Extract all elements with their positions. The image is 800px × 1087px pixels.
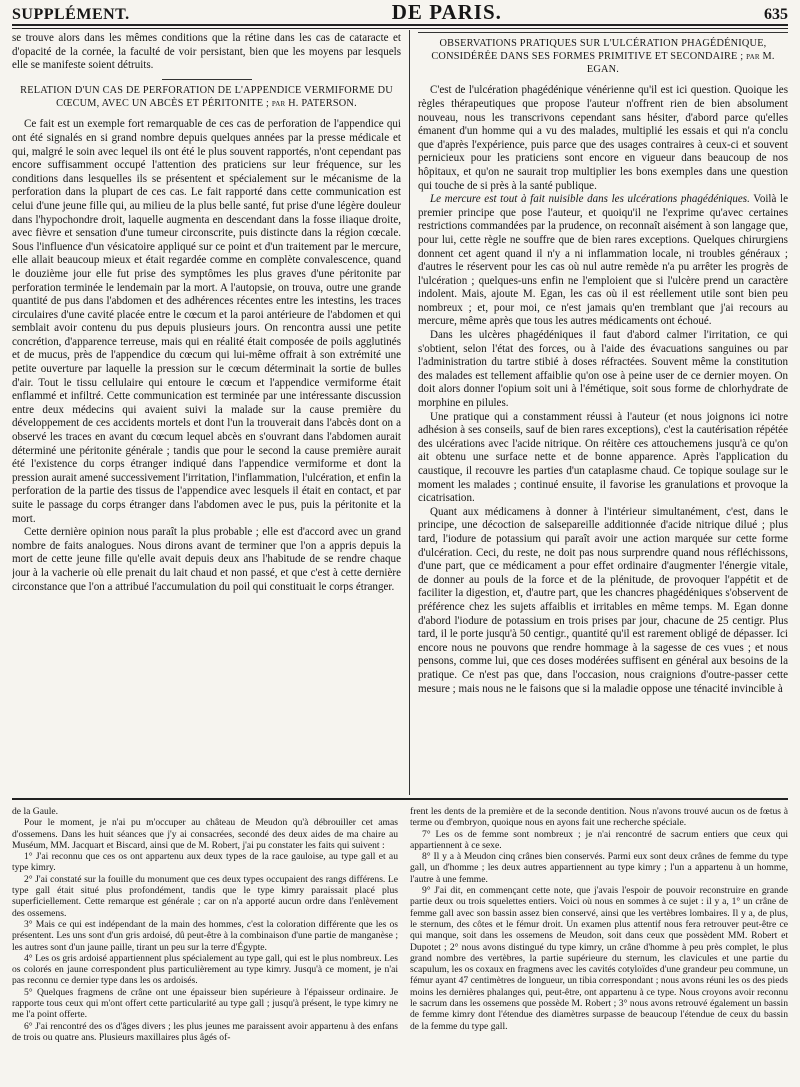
bottom-left-column (12, 806, 398, 1084)
article-title: RELATION D'UN CAS DE PERFORATION DE L'APPENDICE VERMIFORME DU CŒCUM, AVEC UN ABCÈS ET PÉRITONITE ; (20, 84, 393, 109)
bottom-paragraph: 1° J'ai reconnu que ces os ont appartenu aux deux types de la race gauloise, au type gall et au type kimry. (12, 851, 398, 874)
article-separator (418, 32, 788, 33)
bottom-paragraph: 7° Les os de femme sont nombreux ; je n'ai rencontré de sacrum entiers que ceux qui appartiennent à ce sexe. (410, 828, 788, 851)
article-paragraph (418, 193, 788, 329)
bottom-paragraph: 9° J'ai dit, en commençant cette note, que j'avais l'espoir de pouvoir reconstruire en grande partie deux ou trois squelettes entiers. Voici où nous en sommes à ce sujet : il y a, 1° un crâne de femme gall avec son bassin assez bien conservé, ainsi que les vertèbres lombaires. Il y a, de plus, le sternum, des côtes et le fémur droit. Un examen plus attentif nous fera retrouver peut-être ce qui manque, soit dans les ossemens de Meudon, soit dans ceux que possèdent MM. Robert et Dupotet ; 2° nous avons distingué du type kimry, un crâne d'homme à peu près complet, le plus grand nombre des vertèbres, la partie supérieure du sternum, les clavicules et une partie du scapulum, les os coxaux en fragmens avec les cavités cotyloïdes d'une grandeur peu commune, un fémur ayant 47 centimètres de longueur, un tibia correspondant ; nous avons réuni les os des pieds moins les dernières phalanges qui, peut-être, ont appartenu à ce type. Nous croyons avoir reconnu le sacrum dans les ossemens que possède M. Robert ; 3° nous avons retrouvé également un bassin de femme kimry dont l'étendue des diamètres surpasse de beaucoup l'étendue de ceux du bassin de la femme du type gall. (410, 885, 788, 1032)
bottom-paragraph: 5° Quelques fragmens de crâne ont une épaisseur bien supérieure à l'épaisseur ordinaire. Je rapporte tous ceux qui m'ont offert cette particularité au type gall ; jusqu'à présent, le type kimry ne me l'a point offerte. (12, 986, 398, 1021)
bottom-paragraph: Pour le moment, je n'ai pu m'occuper au château de Meudon qu'à débrouiller cet amas d'ossemens. Dans les huit séances que j'y ai consacrées, secondé des deux aides de ma chaire au Muséum, MM. Jacquart et Biscard, ainsi que de M. Robert, j'ai pu constater les faits qui suivent : (12, 817, 398, 851)
bottom-paragraph: 6° J'ai rencontré des os d'âges divers ; les plus jeunes me paraissent avoir appartenu à des enfans de trois ou quatre ans. Plusieurs maxillaires plus âgés of- (12, 1020, 398, 1043)
section-rule (12, 798, 788, 800)
page-header (12, 0, 788, 22)
header-rule (12, 24, 788, 26)
italic-principle: Le mercure est tout à fait nuisible dans les ulcérations phagédéniques. (430, 193, 750, 206)
article-paragraph: Une pratique qui a constamment réussi à l'auteur (et nous joignons ici notre adhésion à ses conseils, sauf de bien rares exceptions), c'est la cautérisation répétée des ulcérations avec l'acide nitrique. On réitère ces attouchemens jusqu'à ce qu'on ait obtenu une surface nette et de bonne apparence. Après l'application du caustique, il recouvre les parties d'un cataplasme chaud. Ce topique soulage sur le moment les malades ; continué ensuite, il favorise les granulations et provoque la cicatrisation. (418, 410, 788, 505)
bottom-right-column (410, 806, 788, 1084)
article-title: OBSERVATIONS PRATIQUES SUR L'ULCÉRATION PHAGÉDÉNIQUE, CONSIDÉRÉE DANS SES FORMES PRIMITIVE ET SECONDAIRE ; (431, 38, 767, 62)
article-heading-paterson (12, 85, 401, 111)
bottom-paragraph: de la Gaule. (12, 806, 59, 817)
page-number: 635 (764, 6, 788, 23)
article-paragraph: Ce fait est un exemple fort remarquable de ces cas de perforation de l'appendice qui ont été signalés en si grand nombre depuis quelques années par la presse médicale et qui, malgré le soin avec lequel ils ont été le plus souvent rapportés, n'ont cependant pas encore suffisamment occupé l'attention des praticiens sur leur fréquence, sur les conditions dans lesquelles ils se présentent et spécialement sur le mécanisme de la perforation dans la plupart de ces cas. Le fait rapporté dans cette communication est celui d'une jeune fille qui, au milieu de la plus belle santé, fut prise d'une légère douleur dans l'hypochondre droit, laquelle augmenta en descendant dans la fosse iliaque droite, avec fièvre et sensation d'une tumeur circonscrite, puis distincte dans la région cœcale. Sous l'influence d'un vésicatoire appliqué sur ce point et d'un traitement par le mercure, elle allait beaucoup mieux et était regardée comme en complète convalescence, quand le douzième jour elle fut prise des symptômes les plus graves d'une péritonite par perforation terminée le lendemain par la mort. A l'autopsie, on trouva, outre une grande quantité de pus dans l'abdomen et des adhérences récentes entre les intestins, les traces circulaires d'une cavité placée entre le cœcum et la paroi antérieure de l'abdomen et qui semblait avoir contenu du pus depuis plusieurs jours. On rencontra aussi une petite concrétion, d'apparence terreuse, mais qui en réalité était composée de poils agglutinés et de mucus, près de l'appendice du cœcum qui lui-même offrait à son extrémité une petite ouverture par laquelle la pression sur le cœcum déterminait la sortie de bulles d'air. Tout le tissu cellulaire qui entoure le cœcum et l'appendice vermiforme était enflammé et infiltré. Cette communication est terminée par une intéressante discussion entre deux médecins qui avaient suivi la malade sur la cause première du développement de ces accidents mortels et dont l'un la trouverait dans l'abcès dont on a observé les traces en avant du cœcum lequel abcès en s'ouvrant dans l'abdomen aurait déterminé une péritonite générale ; tandis que pour le second la cause première aurait été l'existence du corps étranger indiqué dans l'appendice vermiforme et dont la pression aurait amené successivement l'irritation, l'inflammation, l'ulcération, et enfin la perforation de la partie des tissus de l'appendice avec lesquels il était en contact, et par suite le passage du corps étranger dans l'abdomen avec le pus, puis la péritonite et la mort. (12, 118, 401, 525)
paragraph-continuation: Voilà le premier principe que pose l'auteur, et quoiqu'il ne l'exprime qu'avec certaines restrictions commandées par la prudence, on reconnaît aisément à son langage que, pour lui, cette règle ne souffre que de bien rares exceptions. Quelques chirurgiens donnent cet agent quand il n'y a ni inflammation locale, ni troubles généraux ; d'autres le réservent pour les cas où nul autre remède n'a pu arrêter les progrès de l'ulcération ; quelques-uns enfin ne l'emploient que si l'ulcère prend un caractère indolent. Mais, ajoute M. Egan, les cas où il est réellement utile sont bien peu nombreux ; et, pour moi, ce n'est jamais qu'en tremblant que j'ai recours au mercure, même après que tous les autres médicaments ont échoué. (418, 193, 788, 328)
article-author: par H. PATERSON. (271, 97, 357, 109)
right-column (418, 32, 788, 794)
continuation-text: se trouve alors dans les mêmes conditions que la rétine dans les cas de cataracte et d'opacité de la cornée, la faculté de voir persistant, bien que les moyens par lesquels elle se manifeste soient détruits. (12, 32, 401, 72)
article-paragraph: Dans les ulcères phagédéniques il faut d'abord calmer l'irritation, ce qui s'obtient, selon l'état des forces, ou à l'aide des évacuations sanguines ou par l'administration du tartre stibié à doses réfractées. Souvent même la constitution des malades est tellement affaiblie qu'on ose à peine user de ce dernier moyen. On doit alors donner l'opium soit uni à l'émétique, soit sous forme de chlorhydrate de morphine en pilules. (418, 329, 788, 410)
bottom-paragraph: 4° Les os gris ardoisé appartiennent plus spécialement au type gall, qui est le plus nombreux. Les os colorés en jaune correspondent plus particulièrement au type kimry. Jusqu'à ce moment, je n'ai pas reconnu ce dernier type dans les os ardoisés. (12, 952, 398, 987)
article-heading-egan (418, 38, 788, 76)
bottom-paragraph: 2° J'ai constaté sur la fouille du monument que ces deux types occupaient des rangs différens. Le type gall était situé plus profondément, tandis que le type kimry paraissait placé plus superficiellement. Cette remarque est générale ; car on n'a apporté aucun ordre dans l'enlèvement des ossemens. (12, 873, 398, 919)
article-author: par M. EGAN. (586, 50, 775, 75)
article-separator (162, 79, 252, 80)
left-column (12, 32, 401, 794)
article-paragraph: Quant aux médicamens à donner à l'intérieur simultanément, c'est, dans le principe, une décoction de salsepareille additionnée d'acide nitrique dilué ; plus tard, l'iodure de potassium qui paraît avoir une action marquée sur cette forme d'ulcération. Ceci, du reste, ne doit pas nous surprendre quand nous réfléchissons, d'une part, que ce médicament a pour effet ordinaire d'augmenter l'énergie vitale, de donner au pouls de la force et de la plénitude, de provoquer l'appétit et de faciliter la digestion, et, d'autre part, que les chancres phagédéniques s'observent de préférence chez les sujets affaiblis et irritables en même temps. M. Egan donne d'abord l'iodure de potassium en trois prises par jour, chacune de 25 centigr. Plus tard, il le porte jusqu'à 50 centigr., quantité qu'il est rarement obligé de dépasser. Ici encore nous ne pouvons que rendre hommage à la sagesse de ces vues ; et nous pensons, comme lui, que ces doses modérées suffisent en général aux besoins de la pratique. Ce n'est pas que, dans l'occasion, nous craignions d'outre-passer cette mesure ; mais nous ne le faisons que si la maladie oppose une ténacité invincible à (418, 505, 788, 695)
header-rule-thin (12, 28, 788, 29)
header-paper-title: DE PARIS. (391, 0, 502, 24)
article-paragraph: C'est de l'ulcération phagédénique vénérienne qu'il est ici question. Quoique les règles thérapeutiques que propose l'auteur n'offrent rien de bien absolument nouveau, nous les transcrivons cependant sans hésiter, d'abord parce qu'elles émanent d'un homme qui a vu des malades, multiplié les essais et qui n'a conclu que d'après l'expérience, puis parce que des usages contraires à ceux-ci et souvent pernicieux pour les praticiens sont encore en vigueur dans beaucoup de nos hôpitaux, et qu'on ne saurait trop multiplier les bons exemples dans une question qui touche de si près à la santé publique. (418, 84, 788, 192)
article-paragraph: Cette dernière opinion nous paraît la plus probable ; elle est d'accord avec un grand nombre de faits analogues. Nous dirons avant de terminer que l'on a appris depuis la mort de cette jeune fille qu'elle avait depuis deux ans l'habitude de se rendre chaque jour à la vacherie où elle prenait du lait chaud et non passé, et que c'est à cette dernière circonstance que l'on a attribué l'accumulation du poil qui constituait le corps étranger. (12, 526, 401, 593)
header-supplement-label: SUPPLÉMENT. (12, 6, 130, 23)
bottom-paragraph: 3° Mais ce qui est indépendant de la main des hommes, c'est la coloration différente que les os présentent. Les uns sont d'un gris ardoisé, dû peut-être à la combinaison d'une partie de manganèse ; les autres sont d'un jaune paille, tirant un peu sur la terre d'Égypte. (12, 918, 398, 953)
bottom-paragraph: frent les dents de la première et de la seconde dentition. Nous n'avons trouvé aucun os de fœtus à terme ou d'embryon, quoique nous en ayons fait une recherche spéciale. (410, 806, 788, 829)
column-divider (409, 30, 410, 795)
bottom-paragraph: 8° Il y a à Meudon cinq crânes bien conservés. Parmi eux sont deux crânes de femme du type gall, un d'homme ; les deux autres appartiennent au type kimry ; l'un a appartenu à un homme, l'autre à une femme. (410, 851, 788, 885)
